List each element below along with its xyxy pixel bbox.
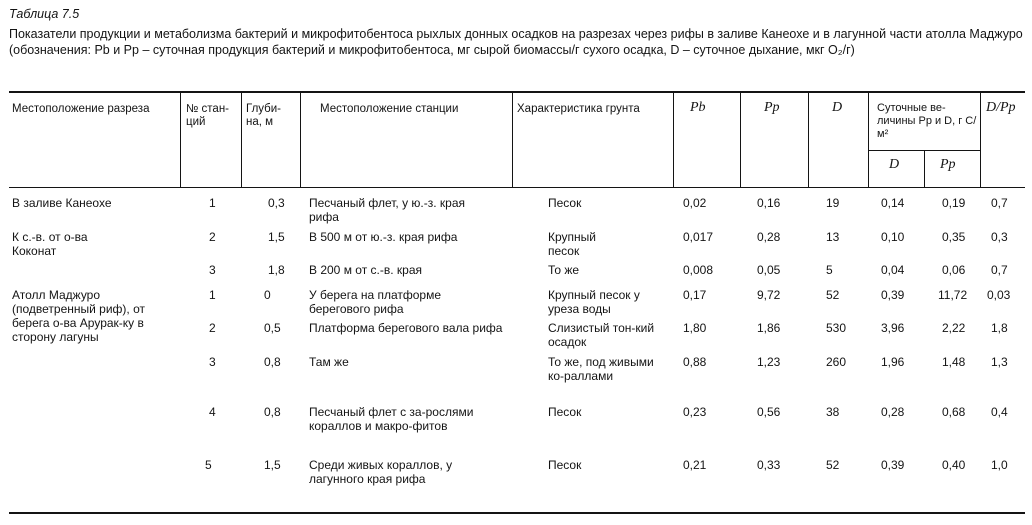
- cell-daily-pp: 0,35: [942, 230, 966, 244]
- cell-d: 38: [826, 405, 840, 419]
- cell-d: 13: [826, 230, 840, 244]
- cell-station-location: Платформа берегового вала рифа: [309, 321, 503, 335]
- cell-station: 5: [205, 458, 212, 472]
- cell-pp: 0,05: [757, 263, 781, 277]
- cell-pb: 1,80: [683, 321, 707, 335]
- cell-daily-d: 0,39: [881, 458, 905, 472]
- cell-ratio: 1,3: [991, 355, 1008, 369]
- column-divider: [924, 150, 925, 188]
- cell-station: 2: [209, 321, 216, 335]
- table-top-rule: [9, 91, 1025, 93]
- table-caption: Таблица 7.5: [9, 7, 80, 21]
- cell-pp: 0,56: [757, 405, 781, 419]
- column-divider: [241, 92, 242, 188]
- cell-ground: То же: [548, 263, 580, 277]
- cell-pb: 0,17: [683, 288, 707, 302]
- cell-location: К с.-в. от о-ва Коконат: [12, 230, 88, 258]
- header-daily-pp: Pp: [940, 157, 956, 172]
- cell-ratio: 0,03: [987, 288, 1011, 302]
- header-d: D: [832, 100, 843, 115]
- cell-pp: 1,86: [757, 321, 781, 335]
- header-station-location: Местоположение станции: [320, 103, 459, 115]
- cell-ground: Песок: [548, 405, 582, 419]
- cell-daily-pp: 0,40: [942, 458, 966, 472]
- cell-depth: 0,8: [264, 405, 281, 419]
- header-depth: Глуби-на, м: [246, 103, 282, 128]
- cell-d: 530: [826, 321, 847, 335]
- cell-daily-d: 1,96: [881, 355, 905, 369]
- header-station-no: № стан-ций: [186, 103, 229, 128]
- cell-ground: То же, под живыми ко-раллами: [548, 355, 654, 383]
- header-location: Местоположение разреза: [12, 103, 150, 115]
- column-divider: [868, 92, 869, 188]
- column-divider: [512, 92, 513, 188]
- cell-daily-pp: 2,22: [942, 321, 966, 335]
- cell-station: 2: [209, 230, 216, 244]
- cell-d: 19: [826, 196, 840, 210]
- cell-depth: 1,5: [264, 458, 281, 472]
- cell-ratio: 1,8: [991, 321, 1008, 335]
- cell-depth: 0,5: [264, 321, 281, 335]
- cell-pp: 9,72: [757, 288, 781, 302]
- cell-ratio: 0,7: [991, 196, 1008, 210]
- cell-ratio: 0,4: [991, 405, 1008, 419]
- cell-station: 1: [209, 288, 216, 302]
- cell-depth: 0: [264, 288, 271, 302]
- column-divider: [180, 92, 181, 188]
- cell-location: Атолл Маджуро (подветренный риф), от берега о-ва Арурак-ку в сторону лагуны: [12, 288, 146, 344]
- cell-ground: Песок: [548, 196, 582, 210]
- table-bottom-rule: [9, 512, 1025, 514]
- cell-daily-pp: 0,19: [942, 196, 966, 210]
- header-ground: Характеристика грунта: [517, 103, 640, 115]
- cell-station-location: В 500 м от ю.-з. края рифа: [309, 230, 458, 244]
- cell-d: 260: [826, 355, 847, 369]
- cell-daily-d: 0,39: [881, 288, 905, 302]
- cell-pp: 0,28: [757, 230, 781, 244]
- header-bottom-rule: [9, 187, 1025, 188]
- cell-ground: Слизистый тон-кий осадок: [548, 321, 655, 349]
- cell-location: В заливе Канеохе: [12, 196, 112, 210]
- cell-station: 1: [209, 196, 216, 210]
- cell-daily-d: 3,96: [881, 321, 905, 335]
- cell-ratio: 1,0: [991, 458, 1008, 472]
- header-daily-values: Суточные ве-личины Pp и D, г С/м²: [877, 102, 977, 140]
- cell-ground: Песок: [548, 458, 582, 472]
- cell-d: 52: [826, 288, 840, 302]
- cell-station-location: Среди живых кораллов, у лагунного края рифа: [309, 458, 453, 486]
- cell-daily-d: 0,14: [881, 196, 905, 210]
- cell-station-location: В 200 м от с.-в. края: [309, 263, 422, 277]
- column-divider: [673, 92, 674, 188]
- table-description: Показатели продукции и метаболизма бактерий и микрофитобентоса рыхлых донных осадков на разрезах через рифы в заливе Канеохе и в лагунной части атолла Маджуро (обозначения: Pb и Pp – суточная продукция бактерий и микрофитобентоса, мг сырой биомассы/г сухого осадка, D – суточное дыхание, мкг O₂/г): [9, 27, 1023, 57]
- cell-ratio: 0,3: [991, 230, 1008, 244]
- cell-daily-d: 0,28: [881, 405, 905, 419]
- cell-station-location: Песчаный флет, у ю.-з. края рифа: [309, 196, 466, 224]
- cell-daily-pp: 0,68: [942, 405, 966, 419]
- cell-daily-d: 0,10: [881, 230, 905, 244]
- cell-pb: 0,008: [683, 263, 714, 277]
- cell-pp: 0,33: [757, 458, 781, 472]
- column-divider: [740, 92, 741, 188]
- cell-ground: Крупный песок: [548, 230, 596, 258]
- cell-d: 52: [826, 458, 840, 472]
- cell-depth: 0,3: [268, 196, 285, 210]
- cell-depth: 1,8: [268, 263, 285, 277]
- cell-depth: 1,5: [268, 230, 285, 244]
- cell-station: 3: [209, 263, 216, 277]
- cell-d: 5: [826, 263, 833, 277]
- cell-station-location: У берега на платформе берегового рифа: [309, 288, 442, 316]
- cell-station: 3: [209, 355, 216, 369]
- cell-ground: Крупный песок у уреза воды: [548, 288, 640, 316]
- cell-pb: 0,88: [683, 355, 707, 369]
- cell-daily-d: 0,04: [881, 263, 905, 277]
- header-pb: Pb: [690, 100, 706, 115]
- cell-daily-pp: 11,72: [938, 288, 968, 302]
- cell-station: 4: [209, 405, 216, 419]
- header-daily-d: D: [889, 157, 900, 172]
- cell-pb: 0,21: [683, 458, 707, 472]
- cell-station-location: Песчаный флет с за-рослями кораллов и макро-фитов: [309, 405, 474, 433]
- cell-pb: 0,23: [683, 405, 707, 419]
- cell-depth: 0,8: [264, 355, 281, 369]
- cell-pp: 1,23: [757, 355, 781, 369]
- column-divider: [300, 92, 301, 188]
- cell-pp: 0,16: [757, 196, 781, 210]
- header-pp: Pp: [764, 100, 780, 115]
- cell-ratio: 0,7: [991, 263, 1008, 277]
- cell-daily-pp: 1,48: [942, 355, 966, 369]
- cell-station-location: Там же: [309, 355, 349, 369]
- cell-pb: 0,017: [683, 230, 714, 244]
- cell-pb: 0,02: [683, 196, 707, 210]
- header-ratio: D/Pp: [986, 100, 1016, 115]
- column-divider: [980, 92, 981, 188]
- column-divider: [808, 92, 809, 188]
- cell-daily-pp: 0,06: [942, 263, 966, 277]
